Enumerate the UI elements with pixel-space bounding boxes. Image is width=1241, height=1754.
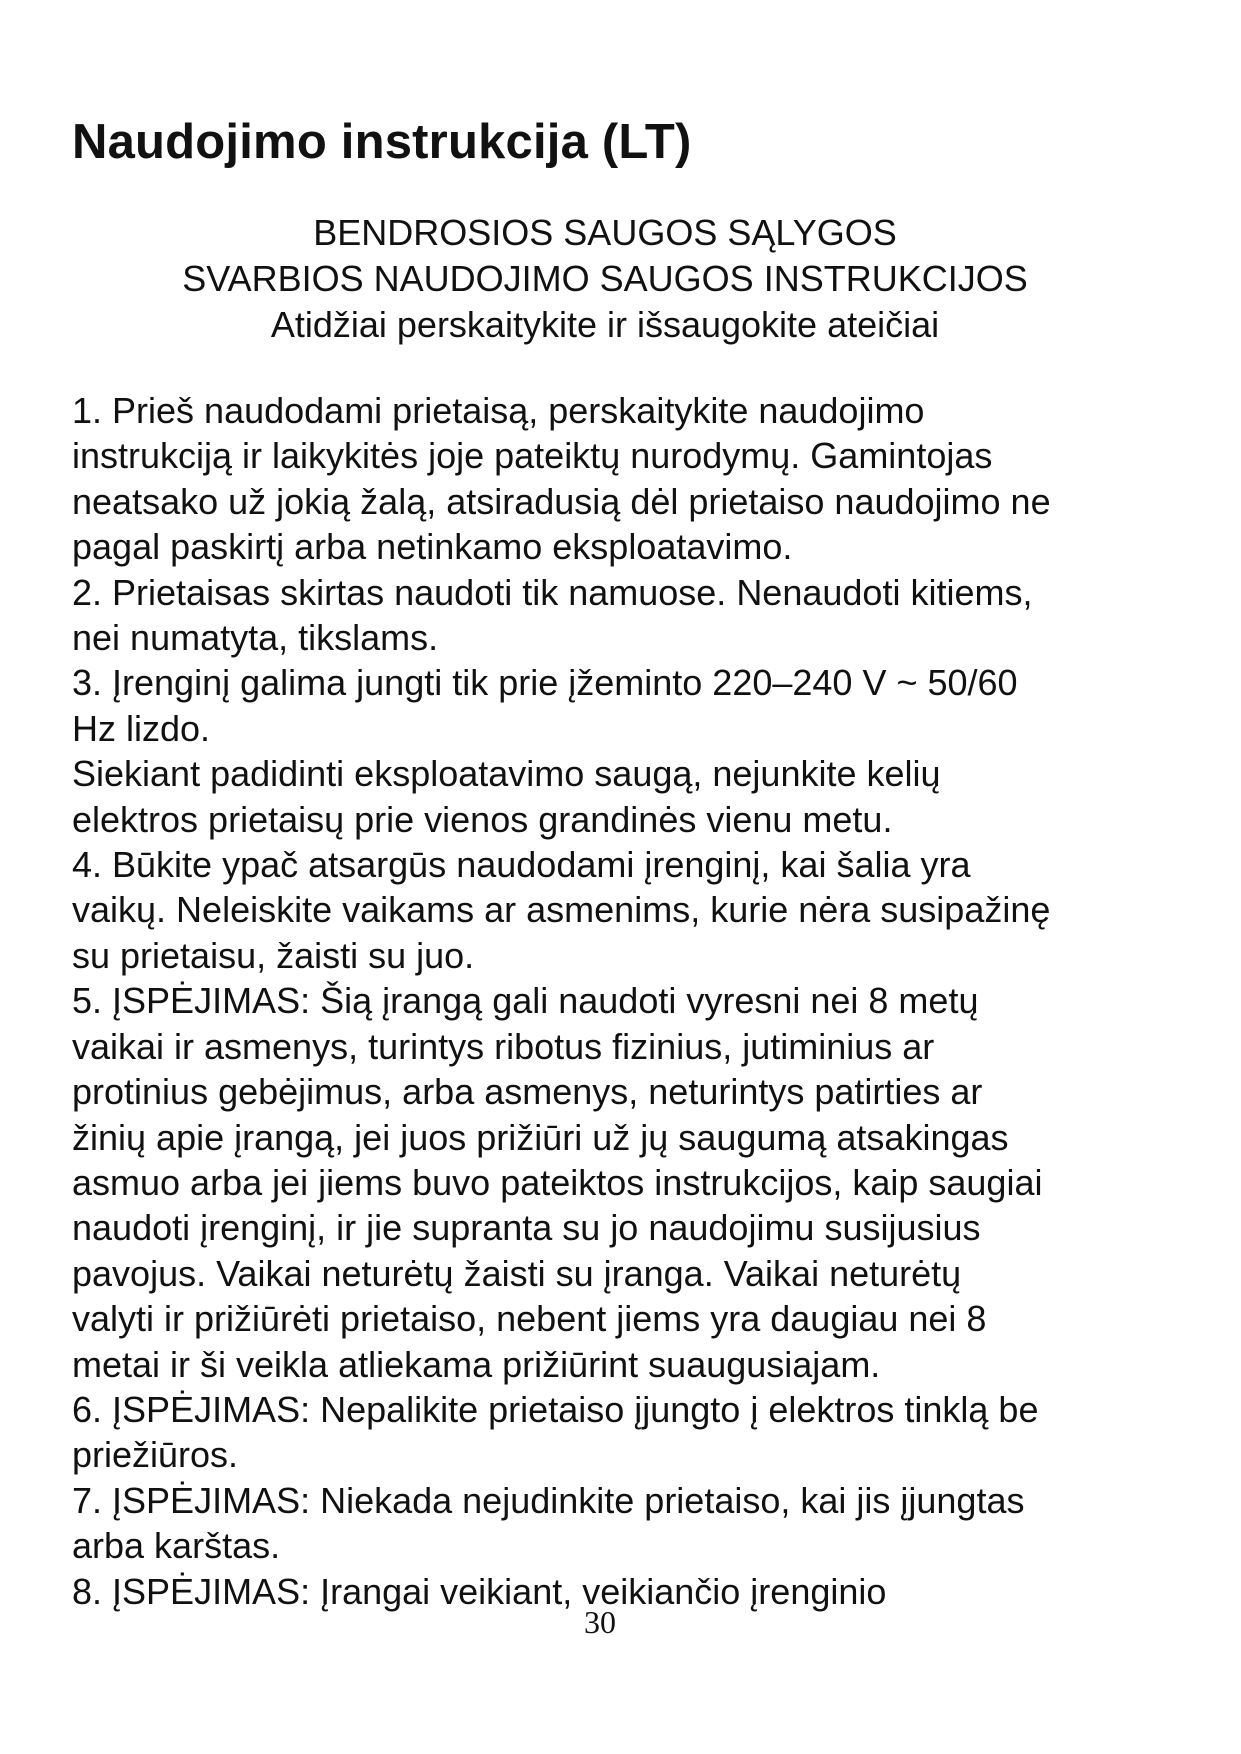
body-line: nei numatyta, tikslams. bbox=[72, 617, 439, 659]
instructions-body bbox=[72, 388, 1182, 1614]
body-line: 1. Prieš naudodami prietaisą, perskaitykite naudojimo bbox=[72, 390, 925, 431]
body-line: žinių apie įrangą, jei juos prižiūri už jų saugumą atsakingas bbox=[72, 1116, 1009, 1158]
body-line: vaikų. Neleiskite vaikams ar asmenims, kurie nėra susipažinę bbox=[72, 889, 1051, 931]
page-number: 30 bbox=[584, 1604, 616, 1640]
header-line-read-and-keep: Atidžiai perskaitykite ir išsaugokite ateičiai bbox=[270, 304, 940, 345]
body-line: Siekiant padidinti eksploatavimo saugą, nejunkite kelių bbox=[72, 753, 941, 795]
body-line: priežiūros. bbox=[72, 1434, 239, 1476]
body-line: 2. Prietaisas skirtas naudoti tik namuose. Nenaudoti kitiems, bbox=[72, 571, 1033, 613]
body-line: vaikai ir asmenys, turintys ribotus fizinius, jutiminius ar bbox=[72, 1025, 935, 1067]
body-line: protinius gebėjimus, arba asmenys, neturintys patirties ar bbox=[72, 1071, 983, 1113]
body-line: su prietaisu, žaisti su juo. bbox=[72, 934, 475, 976]
header-line-general-safety: BENDROSIOS SAUGOS SĄLYGOS bbox=[313, 212, 897, 253]
body-line: 6. ĮSPĖJIMAS: Nepalikite prietaiso įjungto į elektros tinklą be bbox=[72, 1388, 1039, 1430]
body-line: 3. Įrenginį galima jungti tik prie įžeminto 220–240 V ~ 50/60 bbox=[72, 662, 1018, 704]
body-line: asmuo arba jei jiems buvo pateiktos instrukcijos, kaip saugiai bbox=[72, 1161, 1043, 1203]
page-title: Naudojimo instrukcija (LT) bbox=[72, 115, 692, 169]
body-line: 4. Būkite ypač atsargūs naudodami įrenginį, kai šalia yra bbox=[72, 844, 971, 886]
body-line: metai ir ši veikla atliekama prižiūrint suaugusiajam. bbox=[72, 1343, 881, 1385]
body-line: 7. ĮSPĖJIMAS: Niekada nejudinkite prietaiso, kai jis įjungtas bbox=[72, 1479, 1025, 1521]
body-line: valyti ir prižiūrėti prietaiso, nebent jiems yra daugiau nei 8 bbox=[72, 1298, 987, 1340]
safety-header bbox=[72, 210, 1138, 348]
header-line-important-instructions: SVARBIOS NAUDOJIMO SAUGOS INSTRUKCIJOS bbox=[182, 258, 1028, 299]
body-line: elektros prietaisų prie vienos grandinės vienu metu. bbox=[72, 798, 893, 840]
body-line: neatsako už jokią žalą, atsiradusią dėl prietaiso naudojimo ne bbox=[72, 480, 1051, 522]
body-line: Hz lizdo. bbox=[72, 707, 211, 749]
body-line: 8. ĮSPĖJIMAS: Įrangai veikiant, veikiančio įrenginio bbox=[72, 1570, 887, 1612]
body-line: naudoti įrenginį, ir jie supranta su jo naudojimu susijusius bbox=[72, 1207, 981, 1249]
body-line: instrukciją ir laikykitės joje pateiktų nurodymų. Gamintojas bbox=[72, 435, 993, 477]
body-line: arba karštas. bbox=[72, 1525, 281, 1567]
body-line: 5. ĮSPĖJIMAS: Šią įrangą gali naudoti vyresni nei 8 metų bbox=[72, 980, 979, 1022]
body-line: pagal paskirtį arba netinkamo eksploatavimo. bbox=[72, 526, 793, 568]
body-line: pavojus. Vaikai neturėtų žaisti su įranga. Vaikai neturėtų bbox=[72, 1252, 962, 1294]
